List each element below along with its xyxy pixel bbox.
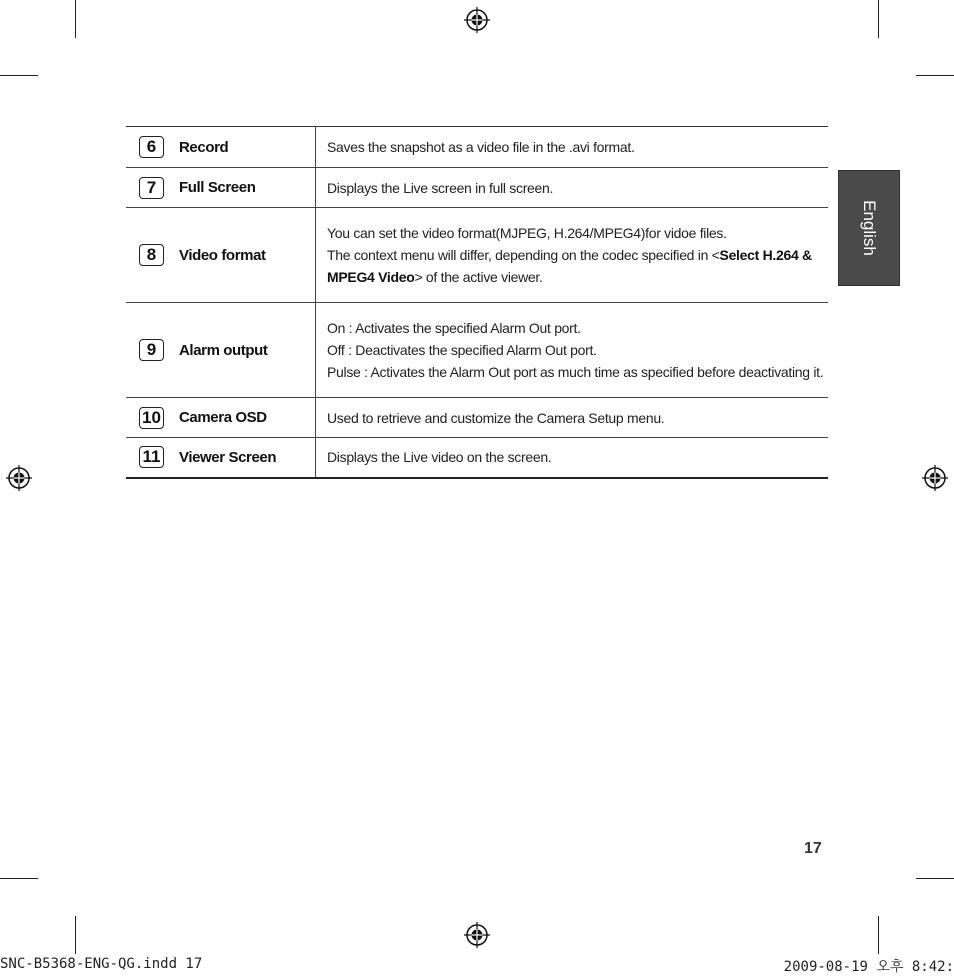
- item-number-badge: 6: [139, 136, 164, 158]
- description-line: Used to retrieve and customize the Camera Setup menu.: [327, 409, 665, 426]
- table-row: [126, 168, 828, 208]
- description-line: Saves the snapshot as a video file in the .avi format.: [327, 139, 635, 155]
- registration-mark-icon: [922, 465, 948, 491]
- description-line: MPEG4 Video> of the active viewer.: [327, 269, 543, 285]
- feature-name: Full Screen: [179, 179, 256, 196]
- feature-name-cell: [126, 398, 316, 438]
- table-row: [126, 127, 828, 168]
- description-line: Off : Deactivates the specified Alarm Out port.: [327, 342, 597, 358]
- feature-name: Record: [179, 138, 229, 156]
- feature-name-cell: [126, 208, 316, 303]
- page-number: 17: [804, 840, 822, 857]
- menu-reference: MPEG4 Video: [327, 269, 415, 285]
- table-row: [126, 398, 828, 438]
- description-line: The context menu will differ, depending on the codec specified in <Select H.264 &: [327, 247, 812, 263]
- crop-mark: [75, 0, 76, 38]
- crop-mark: [878, 0, 879, 38]
- language-tab-label: English: [859, 200, 879, 256]
- crop-mark: [916, 75, 954, 76]
- feature-name: Viewer Screen: [179, 448, 277, 466]
- feature-description: [316, 168, 829, 208]
- menu-reference: Select H.264 &: [719, 247, 812, 263]
- table-row: [126, 303, 828, 398]
- crop-mark: [916, 878, 954, 879]
- crop-mark: [0, 878, 38, 879]
- feature-table: [126, 126, 828, 479]
- feature-description: [316, 127, 829, 168]
- feature-description: [316, 208, 829, 303]
- feature-name: Alarm output: [179, 341, 268, 359]
- feature-description: [316, 303, 829, 398]
- language-tab: [838, 170, 900, 286]
- feature-name-cell: [126, 127, 316, 168]
- crop-mark: [0, 75, 38, 76]
- description-line: You can set the video format(MJPEG, H.264/MPEG4)for vidoe files.: [327, 225, 727, 241]
- item-number-badge: 11: [139, 446, 164, 468]
- item-number-badge: 7: [139, 177, 164, 199]
- table-row: [126, 438, 828, 478]
- crop-mark: [75, 916, 76, 954]
- registration-mark-icon: [464, 7, 490, 33]
- description-line: On : Activates the specified Alarm Out port.: [327, 320, 581, 336]
- item-number-badge: 10: [139, 407, 164, 429]
- description-line: Displays the Live screen in full screen.: [327, 179, 554, 196]
- feature-name: Video format: [179, 246, 266, 264]
- table-row: [126, 208, 828, 303]
- description-line: Pulse : Activates the Alarm Out port as much time as specified before deactivating it.: [327, 364, 824, 380]
- feature-name-cell: [126, 438, 316, 478]
- feature-name-cell: [126, 168, 316, 208]
- feature-description: [316, 398, 829, 438]
- footer-timestamp: 2009-08-19 오후 8:42:: [783, 959, 954, 975]
- registration-mark-icon: [464, 922, 490, 948]
- feature-name: Camera OSD: [179, 409, 267, 426]
- item-number-badge: 9: [139, 339, 164, 361]
- feature-name-cell: [126, 303, 316, 398]
- feature-description: [316, 438, 829, 478]
- item-number-badge: 8: [139, 244, 164, 266]
- footer-file-slug: SNC-B5368-ENG-QG.indd 17: [0, 956, 203, 972]
- description-line: Displays the Live video on the screen.: [327, 449, 552, 466]
- crop-mark: [878, 916, 879, 954]
- registration-mark-icon: [6, 465, 32, 491]
